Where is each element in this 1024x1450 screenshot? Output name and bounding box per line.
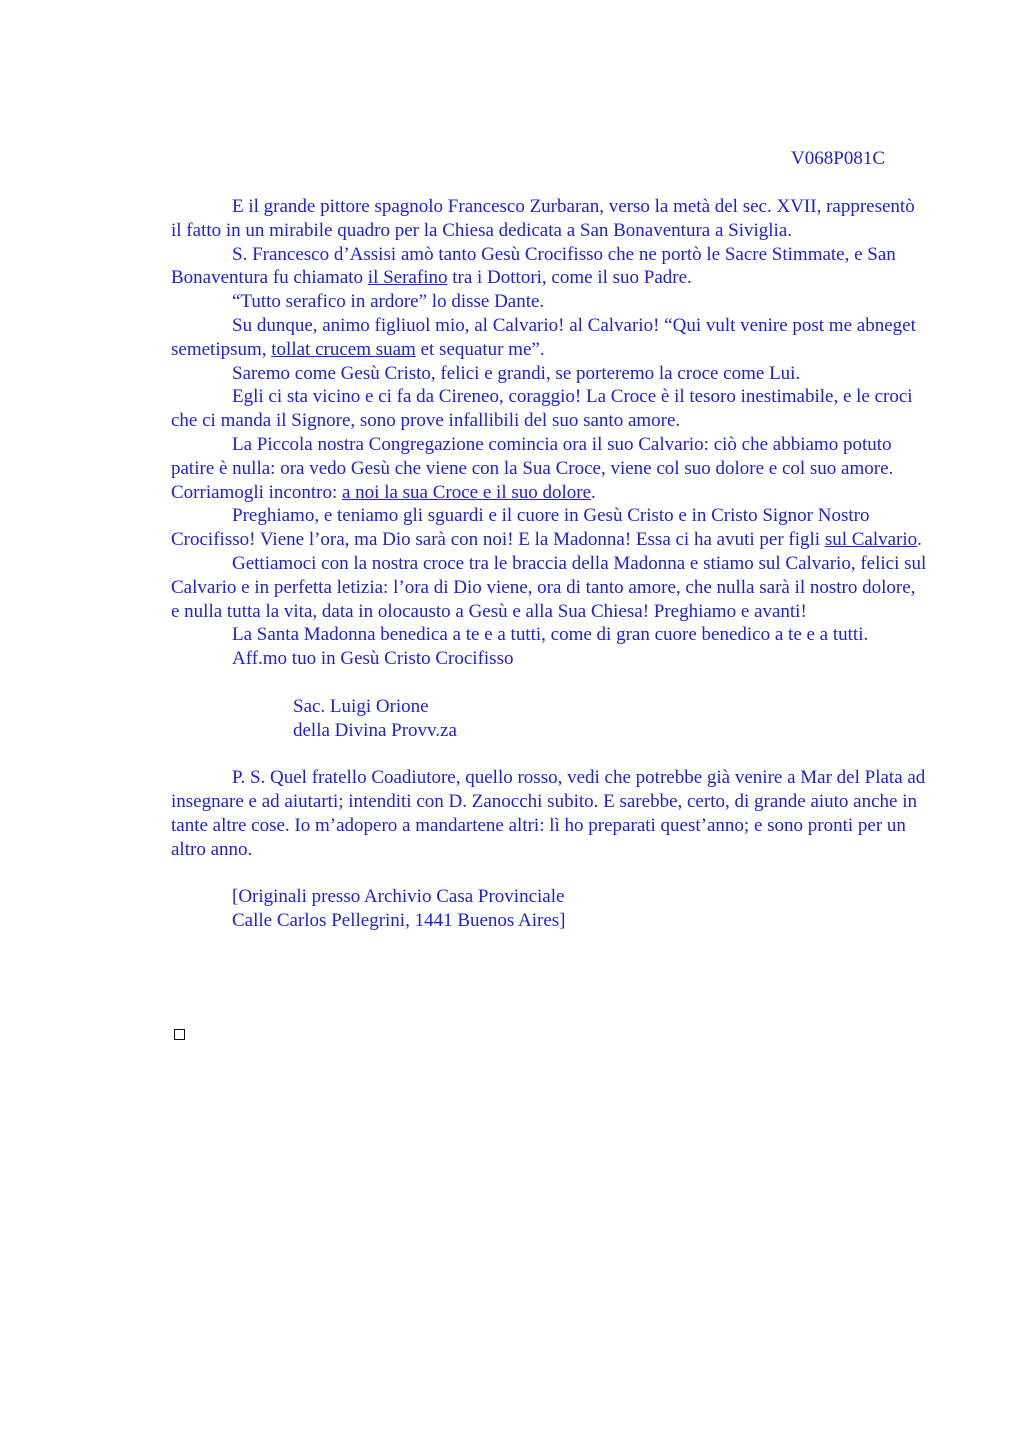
text-segment: Saremo come Gesù Cristo, felici e grandi, se porteremo la croce come Lui. — [232, 362, 801, 384]
text-segment: Gettiamoci con la nostra croce tra le braccia della Madonna e stiamo sul Calvario, felici sul Calvario e in perfetta letizia: l’ora di Dio viene, ora di tanto amore, che nulla sarà il nostro dolore, e nulla tutta la vita, data in olocausto a Gesù e alla Sua Chiesa! Preghiamo e avanti! — [171, 552, 927, 622]
letter-paragraph — [171, 504, 927, 552]
underlined-phrase: tollat crucem suam — [271, 338, 416, 360]
letter-paragraph — [171, 243, 927, 291]
text-segment: E il grande pittore spagnolo Francesco Zurbaran, verso la metà del sec. XVII, rappresentò il fatto in un mirabile quadro per la Chiesa dedicata a San Bonaventura a Siviglia. — [171, 196, 915, 241]
signature-title: della Divina Provv.za — [293, 719, 457, 741]
text-segment: La Piccola nostra Congregazione comincia ora il suo Calvario: ciò che abbiamo potuto patire è nulla: ora vedo Gesù che viene con la Sua Croce, viene col suo dolore e col suo amore. Corriamogli incontro: — [171, 433, 894, 503]
letter-body — [171, 195, 927, 933]
letter-paragraphs — [171, 195, 927, 671]
text-segment: S. Francesco d’Assisi amò tanto Gesù Crocifisso che ne portò le Sacre Stimmate, e San Bonaventura fu chiamato — [171, 243, 896, 289]
text-segment: Aff.mo tuo in Gesù Cristo Crocifisso — [232, 648, 514, 670]
underlined-phrase: a noi la sua Croce e il suo dolore — [341, 481, 592, 503]
letter-paragraph — [171, 362, 927, 386]
document-code: V068P081C — [791, 148, 885, 169]
signature-name: Sac. Luigi Orione — [293, 695, 429, 717]
text-segment: . — [591, 481, 596, 503]
text-segment: Egli ci sta vicino e ci fa da Cireneo, coraggio! La Croce è il tesoro inestimabile, e le croci che ci manda il Signore, sono prove infallibili del suo santo amore. — [171, 386, 913, 432]
end-square-icon — [174, 1029, 185, 1040]
blank-line — [171, 861, 927, 885]
archive-note-line-2: Calle Carlos Pellegrini, 1441 Buenos Aires] — [232, 909, 566, 931]
blank-line — [171, 671, 927, 695]
blank-line — [171, 742, 927, 766]
letter-paragraph — [171, 314, 927, 362]
letter-paragraph — [171, 195, 927, 243]
letter-paragraph — [171, 385, 927, 433]
text-segment: tra i Dottori, come il suo Padre. — [447, 267, 692, 289]
letter-paragraph — [171, 290, 927, 314]
letter-paragraph — [171, 623, 927, 647]
text-segment: La Santa Madonna benedica a te e a tutti, come di gran cuore benedico a te e a tutti. — [232, 624, 869, 646]
text-segment: . — [917, 529, 922, 551]
text-segment: Preghiamo, e teniamo gli sguardi e il cuore in Gesù Cristo e in Cristo Signor Nostro Crocifisso! Viene l’ora, ma Dio sarà con noi! E la Madonna! Essa ci ha avuti per figli — [171, 505, 870, 551]
letter-paragraph — [171, 433, 927, 504]
text-segment: Su dunque, animo figliuol mio, al Calvario! al Calvario! “Qui vult venire post me abneget semetipsum, — [171, 314, 916, 360]
postscript: P. S. Quel fratello Coadiutore, quello rosso, vedi che potrebbe già venire a Mar del Plata ad insegnare e ad aiutarti; intenditi con D. Zanocchi subito. E sarebbe, certo, di grande aiuto anche in tante altre cose. Io m’adopero a mandartene altri: lì ho preparati quest’anno; e sono pronti per un altro anno. — [171, 767, 926, 860]
text-segment: et sequatur me”. — [415, 338, 545, 360]
archive-note-line-1: [Originali presso Archivio Casa Provinciale — [232, 886, 565, 908]
underlined-phrase: sul Calvario — [824, 529, 918, 551]
text-segment: “Tutto serafico in ardore” lo disse Dante. — [232, 291, 545, 313]
letter-paragraph — [171, 552, 927, 623]
letter-paragraph — [171, 647, 927, 671]
underlined-phrase: il Serafino — [367, 267, 448, 289]
